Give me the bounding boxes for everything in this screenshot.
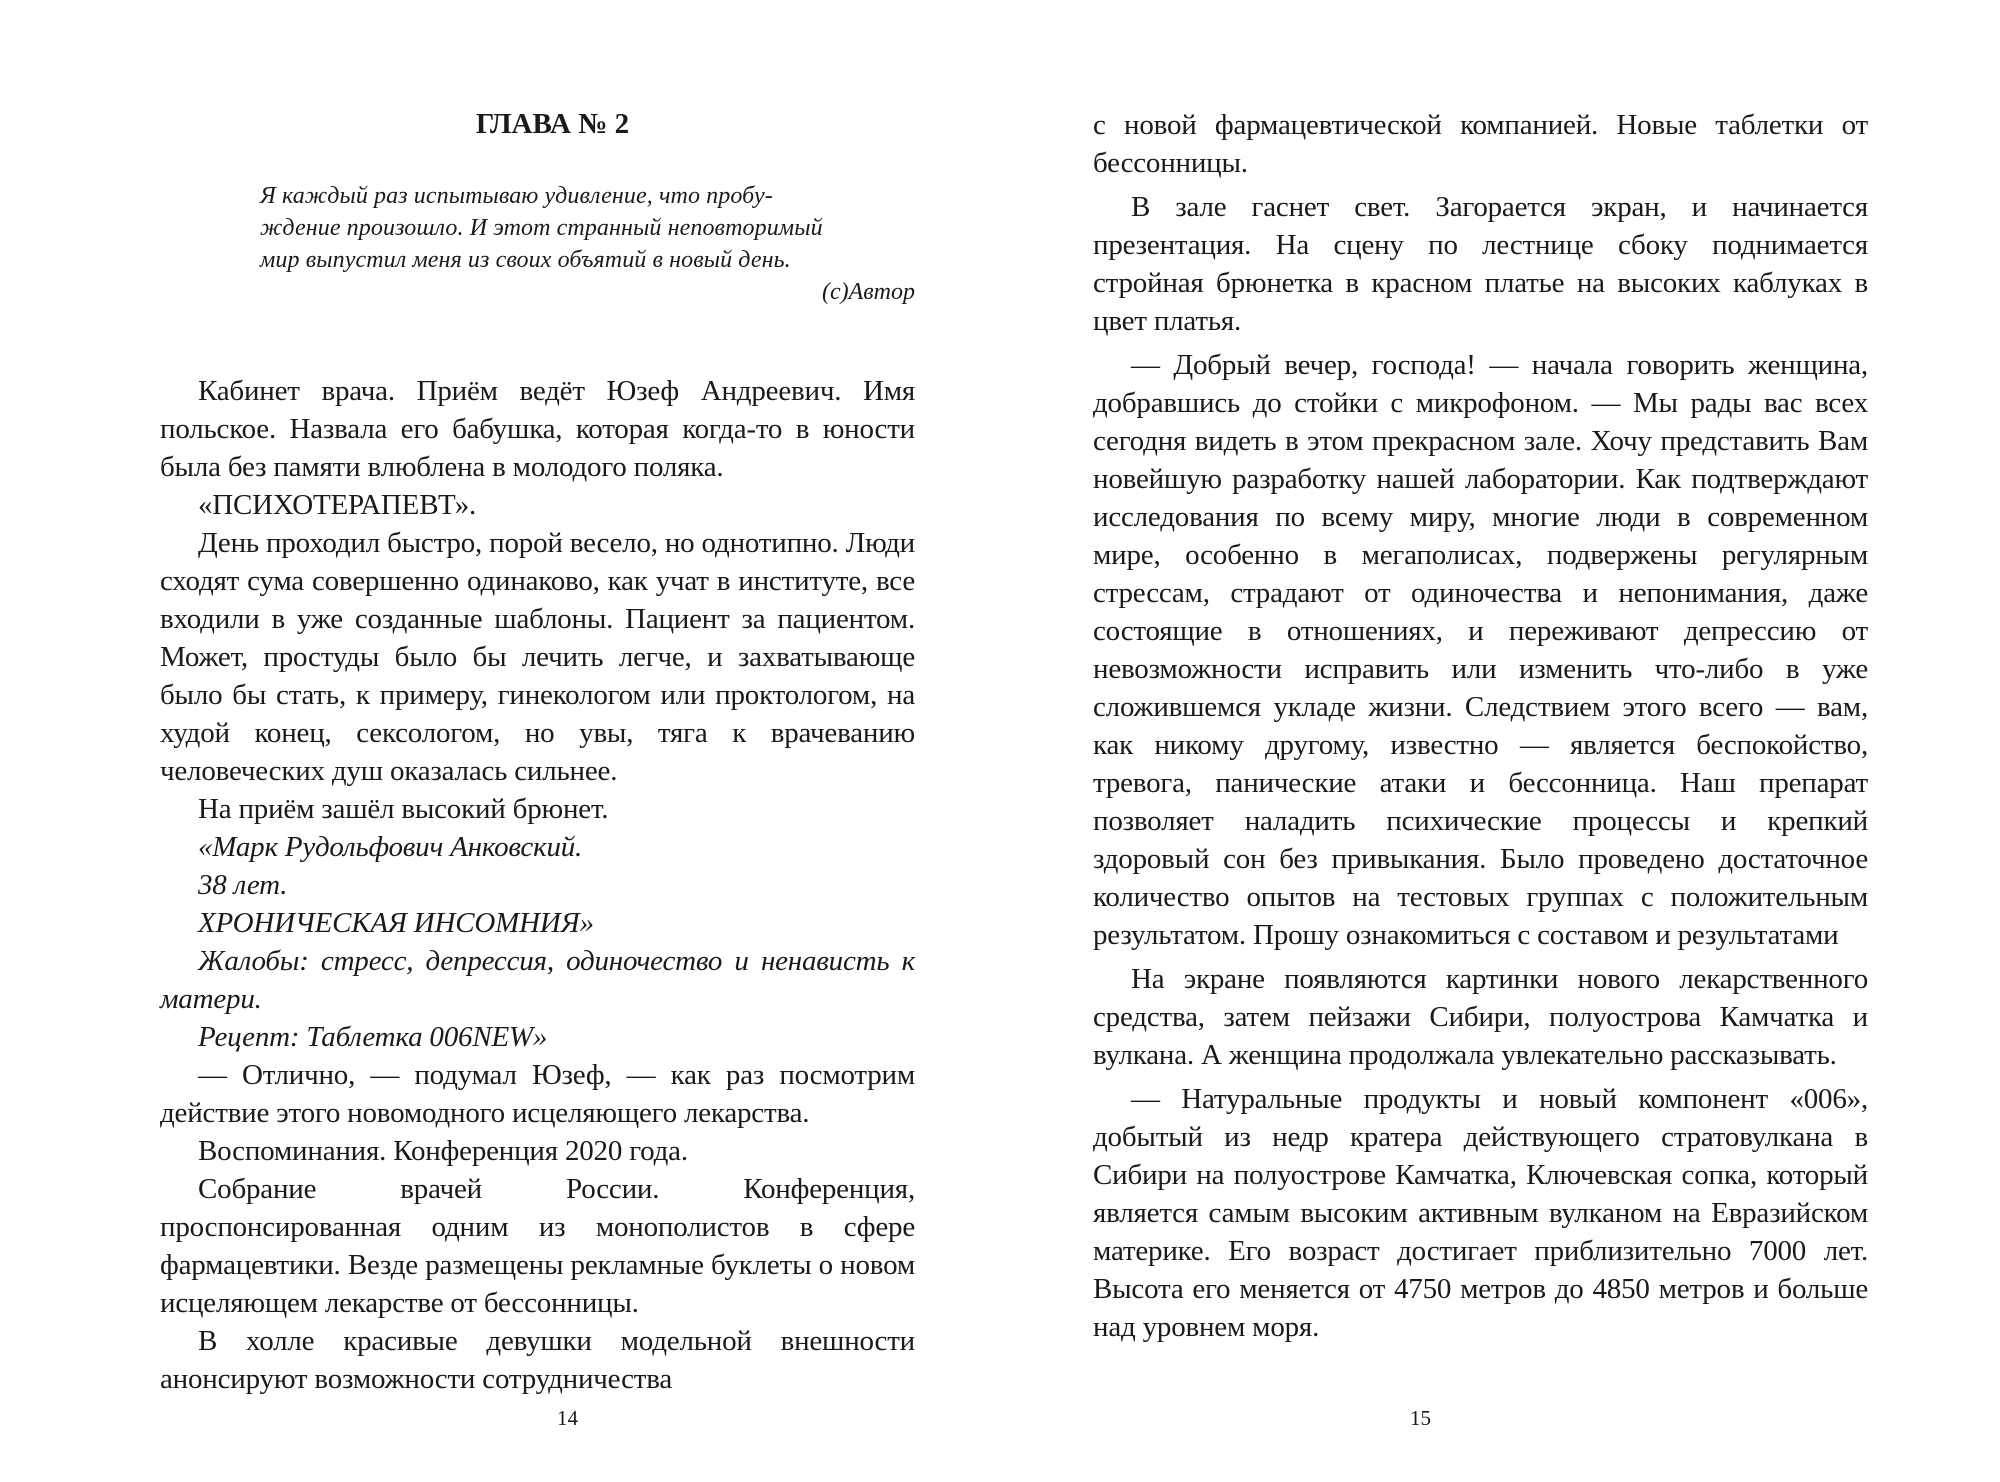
paragraph: «ПСИХОТЕРАПЕВТ». xyxy=(198,489,477,521)
paragraph: Кабинет врача. Приём ведёт Юзеф Андреевич. Имя польское. Назвала его бабушка, которая когда-то в юности была без памяти влюблена в молодого поляка. xyxy=(160,375,915,483)
paragraph: В зале гаснет свет. Загорается экран, и начинается презентация. На сцену по лестнице сбоку поднимается стройная брюнетка в красном платье на высоких каблуках в цвет платья. xyxy=(1093,191,1868,337)
patient-record-line: Рецепт: Таблетка 006NEW» xyxy=(198,1021,548,1053)
paragraph: День проходил быстро, порой весело, но однотипно. Люди сходят сума совершенно одинаково, как учат в институте, все входили в уже созданные шаблоны. Пациент за пациентом. Может, простуды было бы лечить легче, и захватывающе было бы стать, к примеру, гинекологом или проктологом, на худой конец, сексологом, но увы, тяга к врачеванию человеческих душ оказалась сильнее. xyxy=(160,527,915,787)
patient-record-line: 38 лет. xyxy=(198,869,288,901)
paragraph: На приём зашёл высокий брюнет. xyxy=(198,793,609,825)
paragraph: Собрание врачей России. Конференция, проспонсированная одним из монополистов в сфере фармацевтики. Везде размещены рекламные буклеты о новом исцеляющем лекарстве от бессонницы. xyxy=(160,1173,915,1319)
epigraph-line: мир выпустил меня из своих объятий в новый день. xyxy=(260,247,791,273)
epigraph-line: Я каждый раз испытываю удивление, что пробу- xyxy=(260,183,773,209)
paragraph: — Натуральные продукты и новый компонент «006», добытый из недр кратера действующего стратовулкана в Сибири на полуострове Камчатка, Ключевская сопка, который является самым высоким активным вулканом на Евразийском материке. Его возраст достигает приблизительно 7000 лет. Высота его меняется от 4750 метров до 4850 метров и больше над уровнем моря. xyxy=(1093,1083,1868,1343)
epigraph-author: (с)Автор xyxy=(821,279,915,305)
paragraph: На экране появляются картинки нового лекарственного средства, затем пейзажи Сибири, полуострова Камчатка и вулкана. А женщина продолжала увлекательно рассказывать. xyxy=(1093,963,1868,1071)
paragraph: — Отлично, — подумал Юзеф, — как раз посмотрим действие этого новомодного исцеляющего лекарства. xyxy=(160,1059,915,1129)
chapter-title: ГЛАВА № 2 xyxy=(475,108,630,140)
patient-record-line: ХРОНИЧЕСКАЯ ИНСОМНИЯ» xyxy=(198,907,594,939)
paragraph: В холле красивые девушки модельной внешности анонсируют возможности сотрудничества xyxy=(160,1325,915,1395)
page-number: 15 xyxy=(1410,1406,1431,1430)
patient-record-line: Жалобы: стресс, депрессия, одиночество и ненависть к матери. xyxy=(160,945,915,1015)
right-page xyxy=(1093,0,1868,1482)
paragraph: — Добрый вечер, господа! — начала говорить женщина, добравшись до стойки с микрофоном. — Мы рады вас всех сегодня видеть в этом прекрасном зале. Хочу представить Вам новейшую разработку нашей лаборатории. Как подтверждают исследования по всему миру, многие люди в современном мире, особенно в мегаполисах, подвержены регулярным стрессам, страдают от одиночества и непонимания, даже состоящие в отношениях, и переживают депрессию от невозможности исправить или изменить что-либо в уже сложившемся укладе жизни. Следствием этого всего — вам, как никому другому, известно — является беспокойство, тревога, панические атаки и бессонница. Наш препарат позволяет наладить психические процессы и крепкий здоровый сон без привыкания. Было проведено достаточное количество опытов на тестовых группах с положительным результатом. Прошу ознакомиться с составом и результатами xyxy=(1093,349,1868,951)
paragraph: Воспоминания. Конференция 2020 года. xyxy=(198,1135,688,1167)
patient-record-line: «Марк Рудольфович Анковский. xyxy=(198,831,583,863)
epigraph-line: ждение произошло. И этот странный неповторимый xyxy=(260,215,823,241)
paragraph: с новой фармацевтической компанией. Новые таблетки от бессонницы. xyxy=(1093,109,1868,179)
page-number: 14 xyxy=(557,1406,578,1430)
left-page xyxy=(160,0,915,1482)
